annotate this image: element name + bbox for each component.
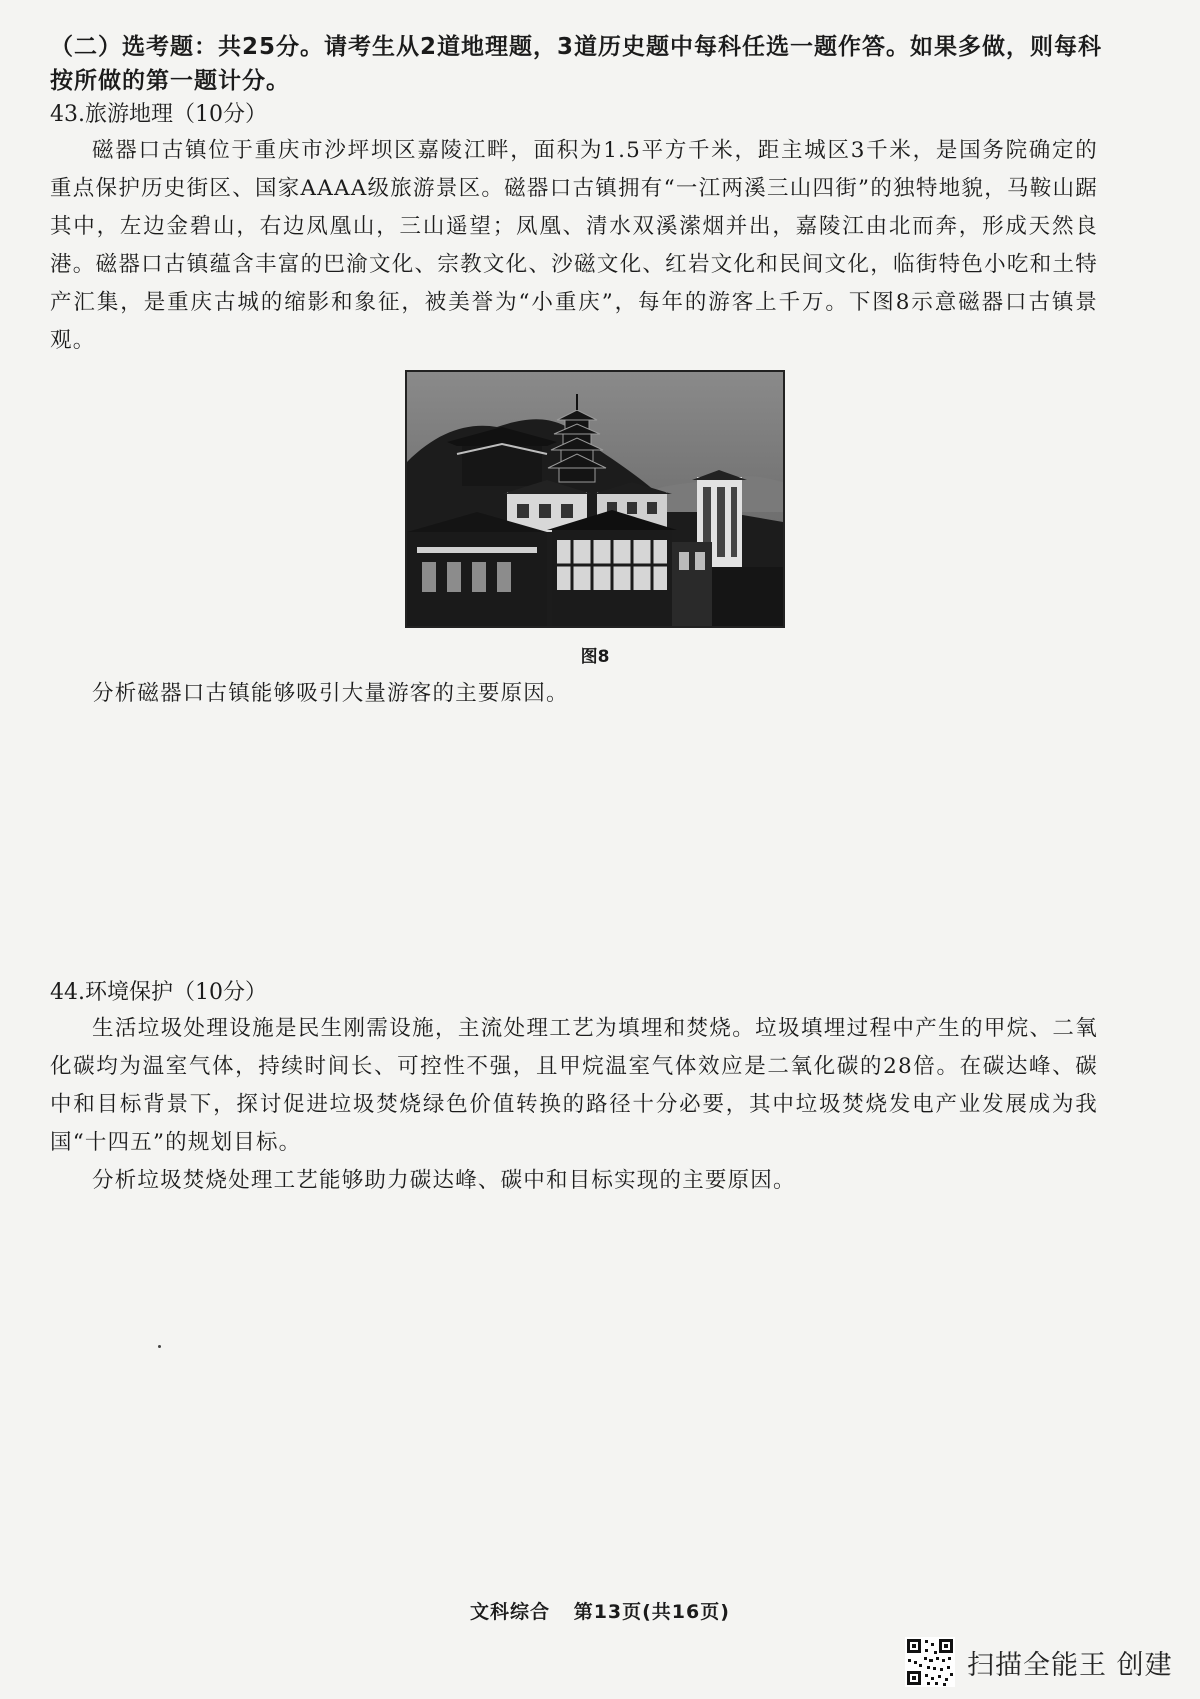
figure-8-photo [405, 370, 785, 628]
question-43-title: 43.旅游地理（10分） [50, 102, 267, 127]
question-43-paragraph: 磁器口古镇位于重庆市沙坪坝区嘉陵江畔，面积为1.5平方千米，距主城区3千米，是国务院确定的重点保护历史街区、国家AAAA级旅游景区。磁器口古镇拥有“一江两溪三山四街”的独特地貌，马鞍山踞其中，左边金碧山，右边凤凰山，三山遥望；凤凰、清水双溪潆烟并出，嘉陵江由北而奔，形成天然良港。磁器口古镇蕴含丰富的巴渝文化、宗教文化、沙磁文化、红岩文化和民间文化，临街特色小吃和土特产汇集，是重庆古城的缩影和象征，被美誉为“小重庆”，每年的游客上千万。下图8示意磁器口古镇景观。 [50, 138, 1098, 353]
page-footer [0, 1597, 1200, 1624]
section-header: （二）选考题：共25分。请考生从2道地理题，3道历史题中每科任选一题作答。如果多做，则每科按所做的第一题计分。 [50, 34, 1103, 94]
question-44-title: 44.环境保护（10分） [50, 980, 267, 1005]
stray-mark [158, 1345, 161, 1348]
ancient-town-landscape-image [407, 372, 783, 626]
watermark-text: 扫描全能王 创建 [967, 1649, 1173, 1681]
footer-subject: 文科综合 [470, 1601, 551, 1623]
question-43-prompt: 分析磁器口古镇能够吸引大量游客的主要原因。 [92, 681, 569, 706]
question-44-prompt: 分析垃圾焚烧处理工艺能够助力碳达峰、碳中和目标实现的主要原因。 [92, 1168, 796, 1193]
scanner-watermark [905, 1636, 1173, 1688]
question-44-paragraph: 生活垃圾处理设施是民生刚需设施，主流处理工艺为填埋和焚烧。垃圾填埋过程中产生的甲烷、二氧化碳均为温室气体，持续时间长、可控性不强，且甲烷温室气体效应是二氧化碳的28倍。在碳达峰、碳中和目标背景下，探讨促进垃圾焚烧绿色价值转换的路径十分必要，其中垃圾焚烧发电产业发展成为我国“十四五”的规划目标。 [50, 1016, 1098, 1155]
footer-page-number: 第13页(共16页) [573, 1601, 730, 1623]
qr-code-icon [905, 1637, 955, 1687]
figure-caption: 图8 [580, 647, 610, 667]
